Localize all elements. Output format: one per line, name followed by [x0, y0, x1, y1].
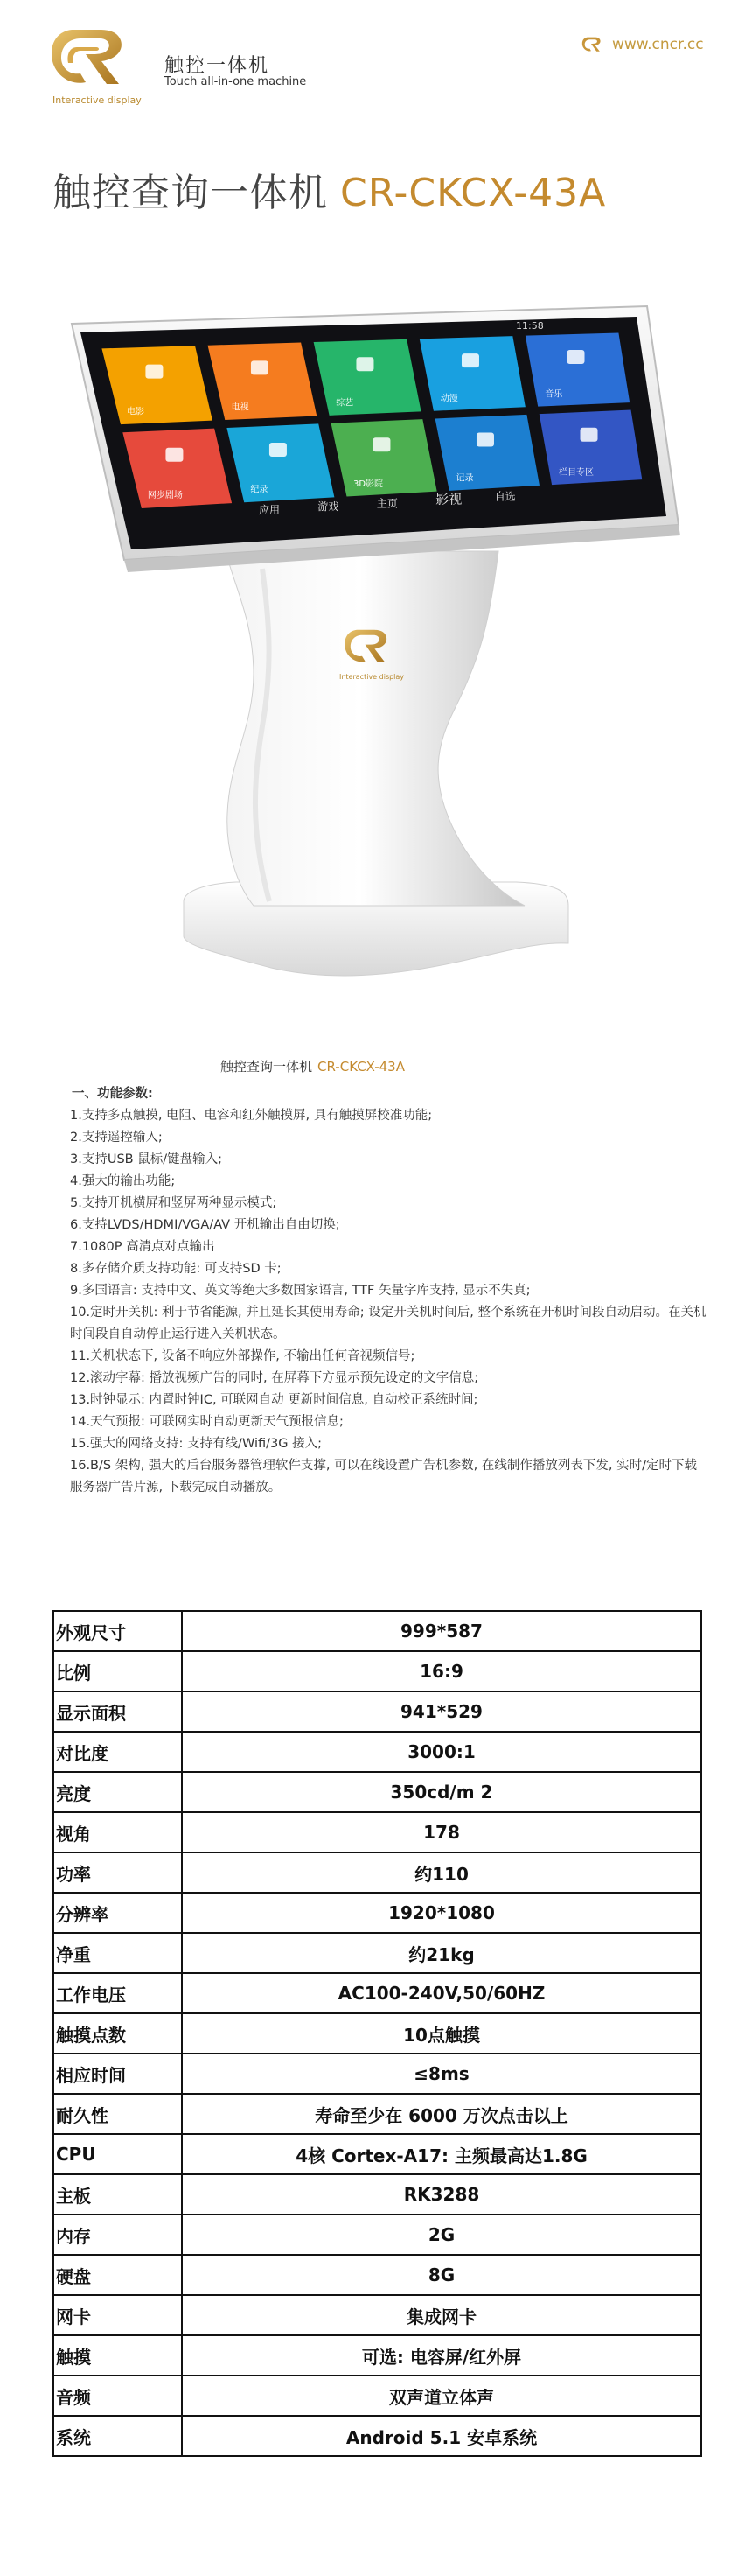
- tile-label: 电影: [127, 407, 145, 417]
- spec-value: 8G: [182, 2255, 701, 2295]
- spec-value: 2G: [182, 2215, 701, 2255]
- spec-key: CPU: [53, 2134, 182, 2174]
- table-row: [53, 1933, 701, 1973]
- website-url[interactable]: www.cncr.cc: [612, 36, 704, 53]
- spec-key: 对比度: [53, 1732, 182, 1772]
- app-tile[interactable]: [208, 342, 317, 419]
- feature-item: 11.关机状态下, 设备不响应外部操作, 不输出任何音视频信号;: [70, 1349, 415, 1363]
- table-row: [53, 2376, 701, 2416]
- tile-label: 栏目专区: [559, 468, 595, 479]
- feature-item: 4.强大的输出功能;: [70, 1174, 176, 1188]
- feature-item: 1.支持多点触摸, 电阻、电容和红外触摸屏, 具有触摸屏校准功能;: [70, 1109, 433, 1123]
- feature-item: 7.1080P 高清点对点输出: [70, 1240, 215, 1254]
- table-row: [53, 2174, 701, 2215]
- feature-item: 3.支持USB 鼠标/键盘输入;: [70, 1152, 222, 1166]
- app-tile[interactable]: [435, 415, 540, 491]
- page-header: [0, 0, 752, 131]
- feature-item: 9.多国语言: 支持中文、英文等绝大多数国家语言, TTF 矢量字库支持, 显示不失真;: [70, 1284, 531, 1298]
- spec-key: 硬盘: [53, 2255, 182, 2295]
- product-model: CR-CKCX-43A: [340, 171, 607, 215]
- spec-key: 亮度: [53, 1772, 182, 1812]
- tile-icon: [165, 448, 183, 462]
- stand-column: [226, 551, 525, 906]
- spec-key: 显示面积: [53, 1691, 182, 1732]
- spec-value: 10点触摸: [182, 2013, 701, 2054]
- spec-value: 双声道立体声: [182, 2376, 701, 2416]
- tile-label: 音乐: [545, 389, 563, 400]
- feature-section-title: 一、功能参数:: [72, 1087, 153, 1101]
- spec-value: 寿命至少在 6000 万次点击以上: [182, 2094, 701, 2134]
- caption-text: 触控查询一体机: [220, 1059, 313, 1074]
- spec-value: 集成网卡: [182, 2295, 701, 2335]
- tile-icon: [567, 350, 585, 364]
- feature-item: 14.天气预报: 可联网实时自动更新天气预报信息;: [70, 1415, 344, 1429]
- tile-icon: [356, 357, 373, 371]
- spec-key: 相应时间: [53, 2054, 182, 2094]
- app-tile[interactable]: [526, 332, 630, 406]
- app-tile[interactable]: [226, 424, 334, 502]
- spec-value: 16:9: [182, 1651, 701, 1691]
- spec-key: 耐久性: [53, 2094, 182, 2134]
- tile-label: 综艺: [336, 398, 354, 409]
- kiosk-illustration: [44, 289, 708, 1059]
- cr-mini-logo-icon: [581, 35, 603, 54]
- brand-logo: [45, 23, 142, 110]
- table-row: [53, 1812, 701, 1852]
- table-row: [53, 1651, 701, 1691]
- product-caption: [220, 1057, 405, 1075]
- spec-value: 941*529: [182, 1691, 701, 1732]
- spec-key: 分辨率: [53, 1893, 182, 1933]
- feature-item: 6.支持LVDS/HDMI/VGA/AV 开机输出自由切换;: [70, 1218, 340, 1232]
- spec-value: 4核 Cortex-A17: 主频最高达1.8G: [182, 2134, 701, 2174]
- spec-value: 约21kg: [182, 1933, 701, 1973]
- tile-label: 电视: [231, 402, 249, 413]
- app-tile[interactable]: [101, 346, 212, 424]
- feature-list: [70, 1083, 708, 1499]
- spec-key: 外观尺寸: [53, 1611, 182, 1651]
- spec-key: 触摸: [53, 2335, 182, 2376]
- spec-value: 约110: [182, 1852, 701, 1893]
- spec-value: 1920*1080: [182, 1893, 701, 1933]
- screen-nav-item[interactable]: 游戏: [317, 500, 339, 514]
- table-row: [53, 2255, 701, 2295]
- feature-item: 12.滚动字幕: 播放视频广告的同时, 在屏幕下方显示预先设定的文字信息;: [70, 1371, 479, 1385]
- tile-label: 记录: [456, 473, 474, 484]
- tile-icon: [145, 365, 163, 379]
- spec-value: RK3288: [182, 2174, 701, 2215]
- table-row: [53, 2335, 701, 2376]
- table-row: [53, 1772, 701, 1812]
- tile-icon: [462, 354, 479, 368]
- feature-item: 10.定时开关机: 利于节省能源, 并且延长其使用寿命; 设定开关机时间后, 整个系统在开机时间段自动启动。在关机时间段自自动停止运行进入关机状态。: [70, 1306, 707, 1341]
- screen-nav-item[interactable]: 影视: [435, 491, 463, 508]
- cr-logo-icon: [45, 23, 133, 93]
- tile-icon: [269, 443, 287, 457]
- spec-key: 音频: [53, 2376, 182, 2416]
- feature-item: 13.时钟显示: 内置时钟IC, 可联网自动 更新时间信息, 自动校正系统时间;: [70, 1393, 478, 1407]
- spec-table: [52, 1610, 702, 2457]
- table-row: [53, 2054, 701, 2094]
- table-row: [53, 1973, 701, 2013]
- table-row: [53, 2295, 701, 2335]
- table-row: [53, 1852, 701, 1893]
- spec-key: 系统: [53, 2416, 182, 2456]
- tile-icon: [251, 360, 268, 374]
- tile-label: 纪录: [250, 485, 268, 495]
- table-row: [53, 2416, 701, 2456]
- table-row: [53, 2215, 701, 2255]
- app-tile[interactable]: [314, 340, 421, 416]
- tile-icon: [477, 433, 494, 447]
- spec-value: Android 5.1 安卓系统: [182, 2416, 701, 2456]
- table-row: [53, 2094, 701, 2134]
- brand-subtitle: Touch all-in-one machine: [164, 75, 307, 88]
- logo-tagline: Interactive display: [52, 94, 142, 106]
- spec-value: ≤8ms: [182, 2054, 701, 2094]
- screen-nav-item[interactable]: 应用: [258, 504, 281, 517]
- spec-key: 网卡: [53, 2295, 182, 2335]
- spec-value: 350cd/m 2: [182, 1772, 701, 1812]
- screen-clock: 11:58: [516, 320, 544, 332]
- stand-logo-tagline: Interactive display: [339, 673, 405, 681]
- table-row: [53, 2134, 701, 2174]
- caption-model: CR-CKCX-43A: [317, 1059, 405, 1074]
- screen-nav-item[interactable]: 自选: [494, 490, 516, 503]
- tile-label: 3D影院: [352, 480, 384, 490]
- spec-value: 178: [182, 1812, 701, 1852]
- product-name: 触控查询一体机: [52, 171, 328, 215]
- spec-key: 视角: [53, 1812, 182, 1852]
- spec-value: AC100-240V,50/60HZ: [182, 1973, 701, 2013]
- feature-item: 5.支持开机横屏和竖屏两种显示模式;: [70, 1196, 277, 1210]
- app-tile[interactable]: [331, 419, 437, 496]
- page-title: [52, 161, 606, 217]
- spec-key: 比例: [53, 1651, 182, 1691]
- app-tile[interactable]: [420, 336, 526, 411]
- spec-value: 可选: 电容屏/红外屏: [182, 2335, 701, 2376]
- table-row: [53, 1893, 701, 1933]
- product-image: [44, 289, 708, 1059]
- brand-title: 触控一体机: [164, 55, 270, 77]
- spec-key: 内存: [53, 2215, 182, 2255]
- spec-key: 主板: [53, 2174, 182, 2215]
- feature-item: 15.强大的网络支持: 支持有线/Wifi/3G 接入;: [70, 1437, 322, 1451]
- feature-item: 2.支持遥控输入;: [70, 1130, 163, 1144]
- feature-item: 16.B/S 架构, 强大的后台服务器管理软件支撑, 可以在线设置广告机参数, 在线制作播放列表下发, 实时/定时下载服务器广告片源, 下载完成自动播放。: [70, 1459, 697, 1494]
- tile-label: 网步剧场: [147, 491, 183, 501]
- spec-key: 净重: [53, 1933, 182, 1973]
- table-row: [53, 2013, 701, 2054]
- spec-key: 功率: [53, 1852, 182, 1893]
- table-row: [53, 1611, 701, 1651]
- table-row: [53, 1691, 701, 1732]
- website[interactable]: [581, 35, 704, 54]
- tile-icon: [581, 428, 598, 442]
- tile-icon: [373, 438, 390, 452]
- screen-nav-item[interactable]: 主页: [376, 497, 398, 510]
- spec-value: 999*587: [182, 1611, 701, 1651]
- table-row: [53, 1732, 701, 1772]
- tile-label: 动漫: [440, 394, 458, 404]
- feature-item: 8.多存储介质支持功能: 可支持SD 卡;: [70, 1262, 282, 1276]
- spec-value: 3000:1: [182, 1732, 701, 1772]
- spec-key: 触摸点数: [53, 2013, 182, 2054]
- spec-key: 工作电压: [53, 1973, 182, 2013]
